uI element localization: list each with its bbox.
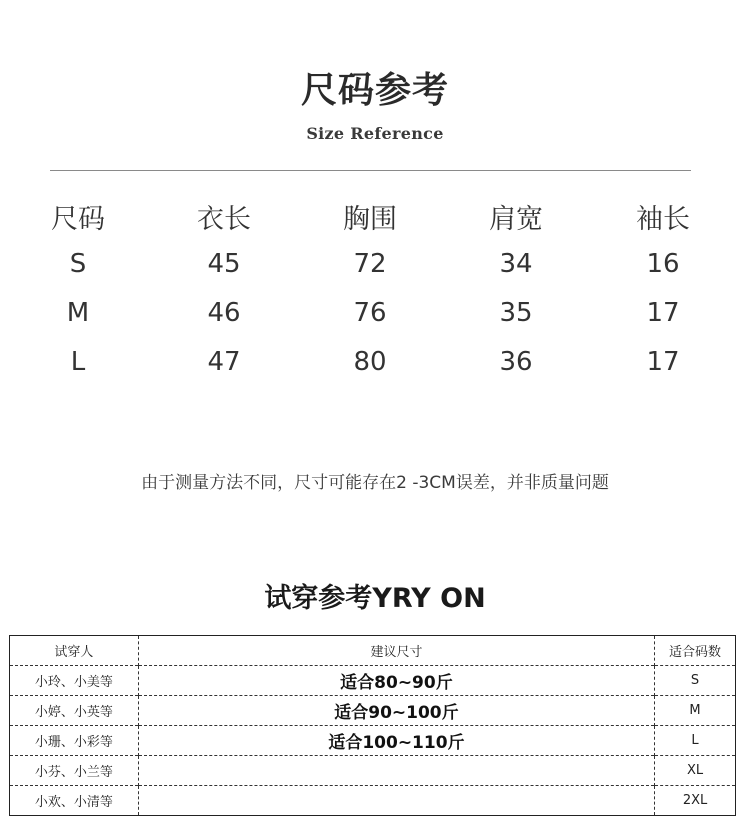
shoulder-cell: 35 — [499, 297, 533, 328]
sleeve-cell: 17 — [646, 346, 680, 377]
column-header-shoulder: 肩宽 — [489, 203, 543, 235]
sleeve-cell: 16 — [646, 248, 680, 279]
tester-cell: 小欢、小清等 — [10, 786, 139, 816]
fit-size-cell: 2XL — [655, 786, 736, 816]
table-row — [10, 666, 736, 696]
table-row — [10, 696, 736, 726]
column-header-chest: 胸围 — [343, 203, 397, 235]
tester-cell: 小婷、小英等 — [10, 696, 139, 726]
size-cell: S — [69, 248, 87, 279]
size-chart-header-row — [5, 193, 737, 239]
sleeve-cell: 17 — [646, 297, 680, 328]
divider — [50, 170, 691, 171]
table-row — [5, 288, 737, 337]
length-cell: 47 — [207, 346, 241, 377]
suggested-size-cell: 适合90~100斤 — [138, 696, 654, 726]
suggested-size-cell: 适合80~90斤 — [138, 666, 654, 696]
suggested-size-cell: 适合100~110斤 — [138, 726, 654, 756]
chest-cell: 76 — [353, 297, 387, 328]
try-on-header-row — [10, 636, 736, 666]
column-header-sleeve: 袖长 — [636, 203, 690, 235]
size-cell: M — [66, 297, 90, 328]
chest-cell: 80 — [353, 346, 387, 377]
length-cell: 46 — [207, 297, 241, 328]
tester-cell: 小芬、小兰等 — [10, 756, 139, 786]
fit-size-cell: XL — [655, 756, 736, 786]
fit-size-cell: M — [655, 696, 736, 726]
column-header-tester: 试穿人 — [54, 645, 94, 660]
table-row — [10, 786, 736, 816]
column-header-suggested-size: 建议尺寸 — [138, 636, 654, 666]
size-chart-table — [5, 193, 737, 386]
measurement-note: 由于测量方法不同，尺寸可能存在2 -3CM误差，并非质量问题 — [141, 473, 609, 493]
chest-cell: 72 — [353, 248, 387, 279]
table-row — [5, 337, 737, 386]
suggested-size-cell — [138, 786, 654, 816]
tester-cell: 小珊、小彩等 — [10, 726, 139, 756]
fit-size-cell: L — [655, 726, 736, 756]
length-cell: 45 — [207, 248, 241, 279]
suggested-size-cell — [138, 756, 654, 786]
table-row — [10, 726, 736, 756]
shoulder-cell: 34 — [499, 248, 533, 279]
table-row — [5, 239, 737, 288]
page-subtitle: Size Reference — [306, 124, 444, 143]
try-on-table — [9, 635, 736, 816]
shoulder-cell: 36 — [499, 346, 533, 377]
column-header-size: 尺码 — [51, 203, 105, 235]
column-header-length: 衣长 — [197, 203, 251, 235]
page-title: 尺码参考 — [300, 70, 449, 111]
try-on-title: 试穿参考YRY ON — [264, 583, 486, 614]
fit-size-cell: S — [655, 666, 736, 696]
column-header-fit-size: 适合码数 — [655, 636, 736, 666]
tester-cell: 小玲、小美等 — [10, 666, 139, 696]
size-cell: L — [70, 346, 86, 377]
table-row — [10, 756, 736, 786]
